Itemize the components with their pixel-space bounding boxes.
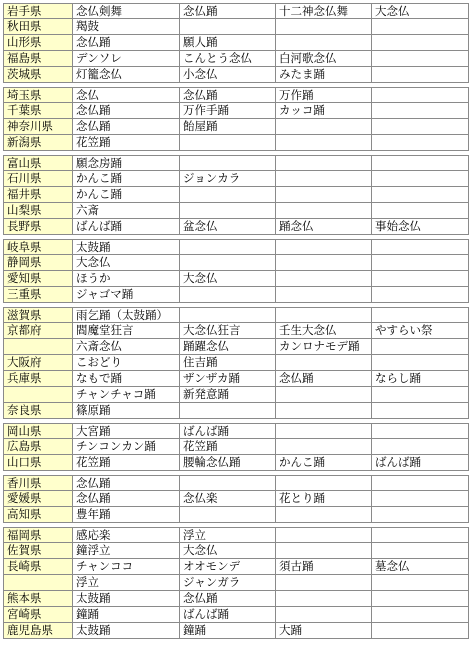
dance-cell-3 — [276, 307, 372, 323]
dance-cell-3 — [276, 575, 372, 591]
dance-cell-4 — [372, 387, 469, 403]
table-row — [3, 3, 469, 19]
dance-cell-4 — [372, 155, 469, 171]
dance-cell-1: 閻魔堂狂言 — [73, 323, 180, 339]
dance-cell-4: ばんば踊 — [372, 455, 469, 471]
dance-cell-3 — [276, 135, 372, 151]
dance-cell-1: かんこ踊 — [73, 171, 180, 187]
dance-cell-4 — [372, 543, 469, 559]
dance-cell-2: 腰輪念仏踊 — [180, 455, 276, 471]
dance-cell-4 — [372, 491, 469, 507]
dance-cell-3 — [276, 171, 372, 187]
dance-cell-4 — [372, 203, 469, 219]
prefecture-cell: 岩手県 — [3, 3, 73, 19]
dance-cell-1: 願念房踊 — [73, 155, 180, 171]
dance-cell-2: 大念仏 — [180, 543, 276, 559]
dance-cell-1: 六斎念仏 — [73, 339, 180, 355]
table-row — [3, 423, 469, 439]
table-row — [3, 339, 469, 355]
dance-cell-2: 念仏踊 — [180, 87, 276, 103]
dance-cell-4 — [372, 87, 469, 103]
dance-cell-3 — [276, 119, 372, 135]
dance-cell-3 — [276, 607, 372, 623]
dance-cell-1: 鐘浮立 — [73, 543, 180, 559]
region-group — [3, 87, 469, 151]
prefecture-cell: 山形県 — [3, 35, 73, 51]
prefecture-cell: 岡山県 — [3, 423, 73, 439]
region-group — [3, 3, 469, 83]
dance-cell-2 — [180, 187, 276, 203]
dance-cell-3: 踊念仏 — [276, 219, 372, 235]
dance-cell-3: カンロナモデ踊 — [276, 339, 372, 355]
dance-cell-2 — [180, 475, 276, 491]
prefecture-cell: 岐阜県 — [3, 239, 73, 255]
dance-cell-2: 小念仏 — [180, 67, 276, 83]
dance-cell-2 — [180, 287, 276, 303]
prefecture-cell: 京都府 — [3, 323, 73, 339]
prefecture-cell: 熊本県 — [3, 591, 73, 607]
dance-cell-3 — [276, 203, 372, 219]
prefecture-cell: 埼玉県 — [3, 87, 73, 103]
dance-cell-2 — [180, 19, 276, 35]
prefecture-cell: 兵庫県 — [3, 371, 73, 387]
prefecture-cell: 千葉県 — [3, 103, 73, 119]
dance-cell-3: カッコ踊 — [276, 103, 372, 119]
table-row — [3, 371, 469, 387]
table-row — [3, 559, 469, 575]
prefecture-cell: 大阪府 — [3, 355, 73, 371]
dance-cell-3: 白河歌念仏 — [276, 51, 372, 67]
dance-cell-3: かんこ踊 — [276, 455, 372, 471]
dance-cell-1: 篠原踊 — [73, 403, 180, 419]
dance-cell-1: 太鼓踊 — [73, 623, 180, 639]
dance-cell-4 — [372, 119, 469, 135]
dance-cell-2: ばんば踊 — [180, 607, 276, 623]
dance-cell-2: 新発意踊 — [180, 387, 276, 403]
dance-cell-2: 飴屋踊 — [180, 119, 276, 135]
dance-cell-2: ばんば踊 — [180, 423, 276, 439]
dance-cell-1: 鐘踊 — [73, 607, 180, 623]
dance-cell-2: 念仏楽 — [180, 491, 276, 507]
table-row — [3, 623, 469, 639]
dance-cell-2 — [180, 507, 276, 523]
dance-cell-1: 念仏踊 — [73, 103, 180, 119]
region-group — [3, 239, 469, 303]
dance-cell-1: 豊年踊 — [73, 507, 180, 523]
dance-cell-3 — [276, 19, 372, 35]
dance-cell-2: 大念仏 — [180, 271, 276, 287]
prefecture-cell: 福島県 — [3, 51, 73, 67]
dance-cell-4: ならし踊 — [372, 371, 469, 387]
dance-cell-4 — [372, 171, 469, 187]
dance-cell-3: 大踊 — [276, 623, 372, 639]
table-row — [3, 387, 469, 403]
dance-cell-4 — [372, 403, 469, 419]
prefecture-cell: 秋田県 — [3, 19, 73, 35]
region-group — [3, 307, 469, 419]
dance-cell-4 — [372, 439, 469, 455]
dance-cell-4 — [372, 607, 469, 623]
dance-cell-3 — [276, 403, 372, 419]
prefecture-cell: 福岡県 — [3, 527, 73, 543]
table-row — [3, 103, 469, 119]
dance-cell-3: みたま踊 — [276, 67, 372, 83]
dance-cell-4 — [372, 355, 469, 371]
table-row — [3, 203, 469, 219]
prefecture-cell: 香川県 — [3, 475, 73, 491]
dance-cell-3: 念仏踊 — [276, 371, 372, 387]
dance-cell-1: 太鼓踊 — [73, 591, 180, 607]
dance-cell-2: 念仏踊 — [180, 3, 276, 19]
dance-cell-4 — [372, 339, 469, 355]
dance-cell-2 — [180, 307, 276, 323]
dance-cell-2: オオモンデ — [180, 559, 276, 575]
dance-cell-3 — [276, 527, 372, 543]
table-row — [3, 239, 469, 255]
table-row — [3, 591, 469, 607]
table-row — [3, 491, 469, 507]
table-row — [3, 135, 469, 151]
dance-cell-2 — [180, 255, 276, 271]
prefecture-cell: 長崎県 — [3, 559, 73, 575]
prefecture-cell — [3, 387, 73, 403]
dance-cell-1: なもで踊 — [73, 371, 180, 387]
table-row — [3, 271, 469, 287]
dance-cell-2: 浮立 — [180, 527, 276, 543]
table-row — [3, 527, 469, 543]
dance-cell-3: 万作踊 — [276, 87, 372, 103]
prefecture-cell: 愛媛県 — [3, 491, 73, 507]
dance-cell-1: こおどり — [73, 355, 180, 371]
dance-cell-4 — [372, 255, 469, 271]
region-group — [3, 527, 469, 639]
dance-cell-1: 念仏踊 — [73, 119, 180, 135]
dance-cell-2 — [180, 403, 276, 419]
dance-cell-3 — [276, 271, 372, 287]
table-row — [3, 455, 469, 471]
prefecture-cell: 宮崎県 — [3, 607, 73, 623]
dance-cell-2: 万作手踊 — [180, 103, 276, 119]
dance-cell-2 — [180, 155, 276, 171]
dance-cell-1: 羯鼓 — [73, 19, 180, 35]
dance-cell-4 — [372, 527, 469, 543]
dance-cell-3 — [276, 387, 372, 403]
dance-cell-1: 念仏踊 — [73, 491, 180, 507]
prefecture-cell: 静岡県 — [3, 255, 73, 271]
dance-cell-3 — [276, 287, 372, 303]
dance-cell-1: 雨乞踊（太鼓踊） — [73, 307, 180, 323]
dance-cell-3 — [276, 507, 372, 523]
dance-cell-1: 大宮踊 — [73, 423, 180, 439]
region-group — [3, 423, 469, 471]
prefecture-cell: 奈良県 — [3, 403, 73, 419]
dance-cell-1: チャンココ — [73, 559, 180, 575]
dance-cell-3 — [276, 187, 372, 203]
table-row — [3, 323, 469, 339]
dance-cell-1: チャンチャコ踊 — [73, 387, 180, 403]
table-row — [3, 51, 469, 67]
dance-cell-2: ジョンカラ — [180, 171, 276, 187]
dance-cell-2 — [180, 239, 276, 255]
dance-cell-4 — [372, 103, 469, 119]
table-row — [3, 187, 469, 203]
table-row — [3, 155, 469, 171]
dance-cell-3 — [276, 475, 372, 491]
dance-cell-3: 十二神念仏舞 — [276, 3, 372, 19]
prefecture-cell — [3, 575, 73, 591]
table-row — [3, 475, 469, 491]
prefecture-cell: 佐賀県 — [3, 543, 73, 559]
dance-cell-2: 鐘踊 — [180, 623, 276, 639]
dance-cell-4 — [372, 575, 469, 591]
prefecture-cell: 新潟県 — [3, 135, 73, 151]
dance-cell-1: ばんば踊 — [73, 219, 180, 235]
dance-cell-1: かんこ踊 — [73, 187, 180, 203]
dance-cell-1: ほうか — [73, 271, 180, 287]
dance-cell-2: 大念仏狂言 — [180, 323, 276, 339]
dance-cell-1: 大念仏 — [73, 255, 180, 271]
prefecture-cell: 広島県 — [3, 439, 73, 455]
dance-cell-4: やすらい祭 — [372, 323, 469, 339]
dance-cell-2 — [180, 203, 276, 219]
dance-cell-4: 事始念仏 — [372, 219, 469, 235]
prefecture-cell: 高知県 — [3, 507, 73, 523]
dance-cell-1: 念仏踊 — [73, 475, 180, 491]
prefecture-cell: 石川県 — [3, 171, 73, 187]
dance-cell-3: 壬生大念仏 — [276, 323, 372, 339]
table-row — [3, 171, 469, 187]
dance-cell-3 — [276, 355, 372, 371]
dance-cell-4 — [372, 239, 469, 255]
dance-cell-4 — [372, 623, 469, 639]
prefecture-cell: 福井県 — [3, 187, 73, 203]
table-row — [3, 119, 469, 135]
dance-cell-2: 念仏踊 — [180, 591, 276, 607]
table-row — [3, 255, 469, 271]
dance-cell-2 — [180, 135, 276, 151]
dance-cell-1: 灯籠念仏 — [73, 67, 180, 83]
dance-cell-2: ザンザカ踊 — [180, 371, 276, 387]
dance-cell-2: 盆念仏 — [180, 219, 276, 235]
table-row — [3, 219, 469, 235]
dance-cell-2: ジャンガラ — [180, 575, 276, 591]
prefecture-cell: 長野県 — [3, 219, 73, 235]
dance-cell-1: 念仏 — [73, 87, 180, 103]
table-row — [3, 67, 469, 83]
dance-cell-3 — [276, 239, 372, 255]
region-group — [3, 475, 469, 523]
dance-cell-4 — [372, 51, 469, 67]
dance-cell-4 — [372, 287, 469, 303]
dance-cell-4 — [372, 307, 469, 323]
dance-cell-2: こんとう念仏 — [180, 51, 276, 67]
dance-cell-1: 花笠踊 — [73, 455, 180, 471]
prefecture-cell: 山口県 — [3, 455, 73, 471]
dance-cell-2: 住吉踊 — [180, 355, 276, 371]
dance-cell-1: デンソレ — [73, 51, 180, 67]
region-group — [3, 155, 469, 235]
table-row — [3, 575, 469, 591]
dance-cell-3: 花とり踊 — [276, 491, 372, 507]
prefecture-cell: 鹿児島県 — [3, 623, 73, 639]
table-row — [3, 287, 469, 303]
dance-cell-2: 踊躍念仏 — [180, 339, 276, 355]
dance-cell-1: 念仏剣舞 — [73, 3, 180, 19]
table-row — [3, 543, 469, 559]
prefecture-cell: 神奈川県 — [3, 119, 73, 135]
dance-cell-1: ジャゴマ踊 — [73, 287, 180, 303]
prefecture-cell: 三重県 — [3, 287, 73, 303]
table-row — [3, 507, 469, 523]
dance-cell-1: 六斎 — [73, 203, 180, 219]
dance-cell-1: 太鼓踊 — [73, 239, 180, 255]
dance-cell-1: 念仏踊 — [73, 35, 180, 51]
dance-cell-4 — [372, 423, 469, 439]
dance-cell-3 — [276, 439, 372, 455]
dance-cell-4 — [372, 187, 469, 203]
dance-cell-2: 花笠踊 — [180, 439, 276, 455]
table-row — [3, 439, 469, 455]
dance-cell-4 — [372, 475, 469, 491]
dance-cell-4 — [372, 591, 469, 607]
table-row — [3, 403, 469, 419]
prefecture-cell: 茨城県 — [3, 67, 73, 83]
dance-cell-4: 大念仏 — [372, 3, 469, 19]
prefecture-cell: 山梨県 — [3, 203, 73, 219]
prefecture-cell: 富山県 — [3, 155, 73, 171]
dance-cell-1: 浮立 — [73, 575, 180, 591]
dance-cell-2: 願人踊 — [180, 35, 276, 51]
dance-cell-3 — [276, 423, 372, 439]
table-row — [3, 307, 469, 323]
furyu-dance-table — [3, 3, 469, 643]
dance-cell-4 — [372, 67, 469, 83]
dance-cell-3 — [276, 543, 372, 559]
dance-cell-3 — [276, 35, 372, 51]
table-row — [3, 607, 469, 623]
dance-cell-1: 花笠踊 — [73, 135, 180, 151]
table-row — [3, 35, 469, 51]
dance-cell-3: 須古踊 — [276, 559, 372, 575]
dance-cell-4 — [372, 271, 469, 287]
dance-cell-1: チンコンカン踊 — [73, 439, 180, 455]
table-row — [3, 19, 469, 35]
prefecture-cell: 滋賀県 — [3, 307, 73, 323]
dance-cell-3 — [276, 591, 372, 607]
dance-cell-4 — [372, 507, 469, 523]
dance-cell-4: 墓念仏 — [372, 559, 469, 575]
dance-cell-4 — [372, 35, 469, 51]
prefecture-cell — [3, 339, 73, 355]
table-row — [3, 355, 469, 371]
dance-cell-4 — [372, 19, 469, 35]
prefecture-cell: 愛知県 — [3, 271, 73, 287]
table-row — [3, 87, 469, 103]
dance-cell-3 — [276, 155, 372, 171]
dance-cell-4 — [372, 135, 469, 151]
dance-cell-3 — [276, 255, 372, 271]
dance-cell-1: 感応楽 — [73, 527, 180, 543]
